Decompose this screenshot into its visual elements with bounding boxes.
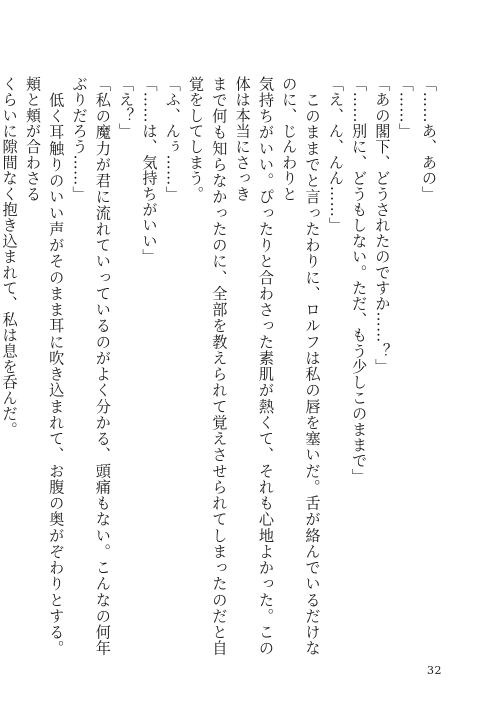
text-line: 「え？」 — [117, 76, 136, 139]
vertical-text-body — [0, 76, 440, 656]
text-line: くらいに隙間なく抱き込まれて、私は息を呑んだ。 — [0, 76, 19, 438]
text-line: 「ふ、んぅ……」 — [163, 76, 182, 202]
text-line: このままでと言ったわりに、ロルフは私の唇を塞いだ。舌が絡んでいるだけなのに、じんわりと — [280, 76, 322, 656]
text-line: 「あの閣下、どうされたのですか……？」 — [373, 76, 392, 375]
text-line: 「私の魔力が君に流れていっているのがよく分かる、頭痛もない。こんなの何年ぶりだろう……」 — [70, 76, 112, 656]
text-line: 「……あ、あの」 — [420, 76, 438, 202]
text-line: 「……」 — [396, 76, 415, 139]
text-line: まで何も知らなかったのに、全部を教えられて覚えさせられてしまったのだと自覚をしてしまう。 — [187, 76, 229, 656]
text-line: 気持ちがいい。ぴったりと合わさった素肌が熱くて、それも心地よかった。この体は本当にさっき — [233, 76, 275, 656]
text-line: 「……は、気持ちがいい」 — [140, 76, 159, 265]
text-line: 「え、ん、んん……」 — [326, 76, 345, 233]
text-line: 「……別に、どうもしない。ただ、もう少しこのままで」 — [350, 76, 369, 485]
page-number: 32 — [427, 664, 442, 677]
text-line: 低く耳触りのいい声がそのまま耳に吹き込まれて、お腹の奥がぞわりとする。頬と頬が合わさる — [23, 76, 66, 656]
